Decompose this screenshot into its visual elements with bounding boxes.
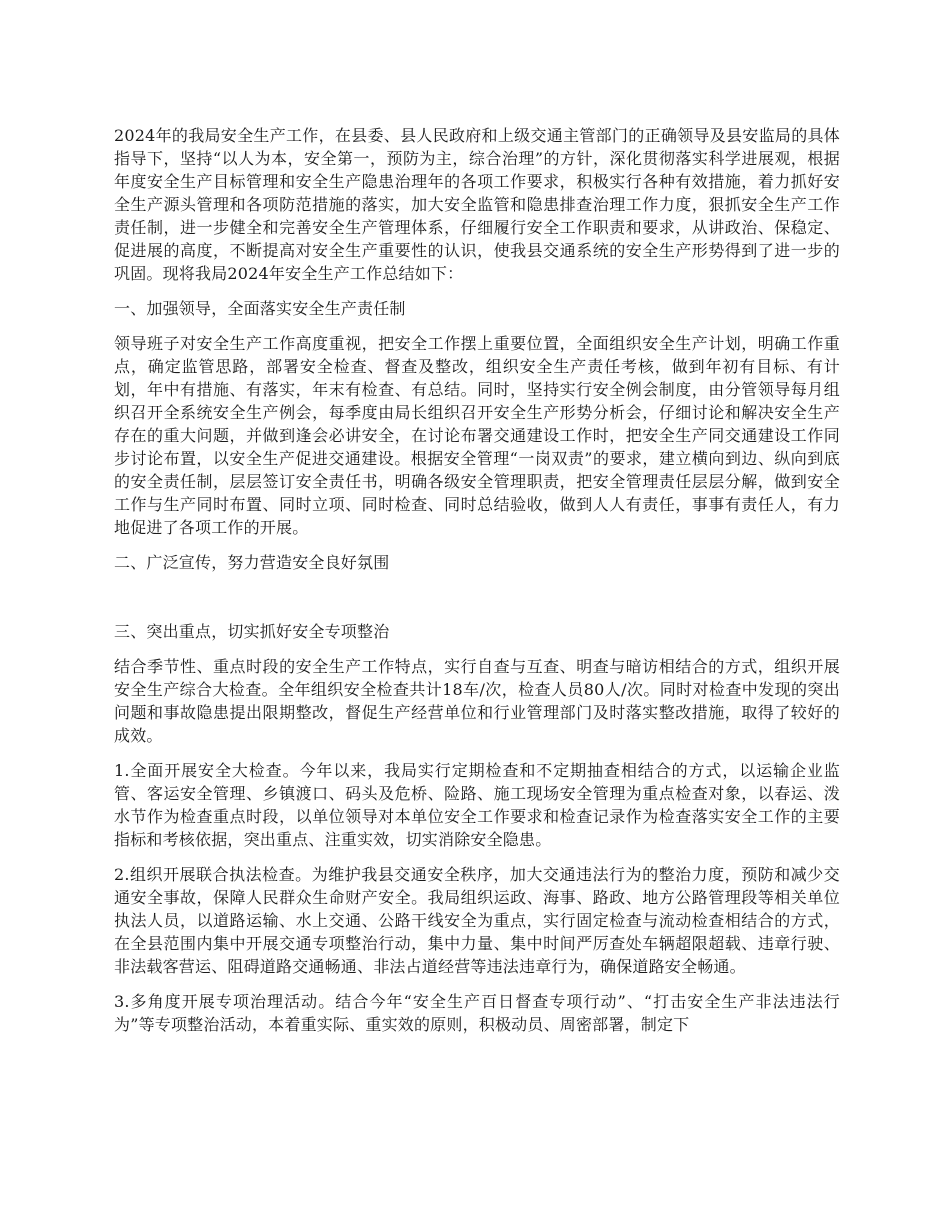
intro-paragraph: 2024年的我局安全生产工作，在县委、县人民政府和上级交通主管部门的正确领导及县安监局的具体指导下，坚持“以人为本，安全第一，预防为主，综合治理”的方针，深化贯彻落实科学进展观，根据年度安全生产目标管理和安全生产隐患治理年的各项工作要求，积极实行各种有效措施，着力抓好安全生产源头管理和各项防范措施的落实，加大安全监管和隐患排查治理工作力度，狠抓安全生产工作责任制，进一步健全和完善安全生产管理体系，仔细履行安全工作职责和要求，从讲政治、保稳定、促进展的高度，不断提高对安全生产重要性的认识，使我县交通系统的安全生产形势得到了进一步的巩固。现将我局2024年安全生产工作总结如下： [114, 126, 840, 283]
section-1-paragraph: 领导班子对安全生产工作高度重视，把安全工作摆上重要位置，全面组织安全生产计划，明确工作重点，确定监管思路，部署安全检查、督查及整改，组织安全生产责任考核，做到年初有目标、有计划，年中有措施、有落实，年末有检查、有总结。同时，坚持实行安全例会制度，由分管领导每月组织召开全系统安全生产例会，每季度由局长组织召开安全生产形势分析会，仔细讨论和解决安全生产存在的重大问题，并做到逢会必讲安全，在讨论布署交通建设工作时，把安全生产同交通建设工作同步讨论布置，以安全生产促进交通建设。根据安全管理“一岗双责”的要求，建立横向到边、纵向到底的安全责任制，层层签订安全责任书，明确各级安全管理职责，把安全管理责任层层分解，做到安全工作与生产同时布置、同时立项、同时检查、同时总结验收，做到人人有责任，事事有责任人，有力地促进了各项工作的开展。 [114, 334, 840, 537]
section-2-heading: 二、广泛宣传，努力营造安全良好氛围 [114, 553, 390, 572]
section-3-heading: 三、突出重点，切实抓好安全专项整治 [114, 622, 390, 641]
document-page [114, 124, 840, 1048]
item-2-paragraph: 2.组织开展联合执法检查。为维护我县交通安全秩序，加大交通违法行为的整治力度，预防和减少交通安全事故，保障人民群众生命财产安全。我局组织运政、海事、路政、地方公路管理段等相关单位执法人员，以道路运输、水上交通、公路干线安全为重点，实行固定检查与流动检查相结合的方式，在全县范围内集中开展交通专项整治行动，集中力量、集中时间严厉查处车辆超限超载、违章行驶、非法载客营运、阻碍道路交通畅通、非法占道经营等违法违章行为，确保道路安全畅通。 [114, 865, 840, 976]
section-3-paragraph: 结合季节性、重点时段的安全生产工作特点，实行自查与互查、明查与暗访相结合的方式，组织开展安全生产综合大检查。全年组织安全检查共计18车/次，检查人员80人/次。同时对检查中发现的突出问题和事故隐患提出限期整改，督促生产经营单位和行业管理部门及时落实整改措施，取得了较好的成效。 [114, 657, 840, 745]
section-1-heading: 一、加强领导，全面落实安全生产责任制 [114, 299, 406, 318]
item-1-paragraph: 1.全面开展安全大检查。今年以来，我局实行定期检查和不定期抽查相结合的方式，以运输企业监管、客运安全管理、乡镇渡口、码头及危桥、险路、施工现场安全管理为重点检查对象，以春运、泼水节作为检查重点时段，以单位领导对本单位安全工作要求和检查记录作为检查落实安全工作的主要指标和考核依据，突出重点、注重实效，切实消除安全隐患。 [114, 761, 840, 849]
item-3-paragraph: 3.多角度开展专项治理活动。结合今年“安全生产百日督查专项行动”、“打击安全生产非法违法行为”等专项整治活动，本着重实际、重实效的原则，积极动员、周密部署，制定下 [114, 992, 840, 1034]
blank-space [114, 586, 840, 620]
